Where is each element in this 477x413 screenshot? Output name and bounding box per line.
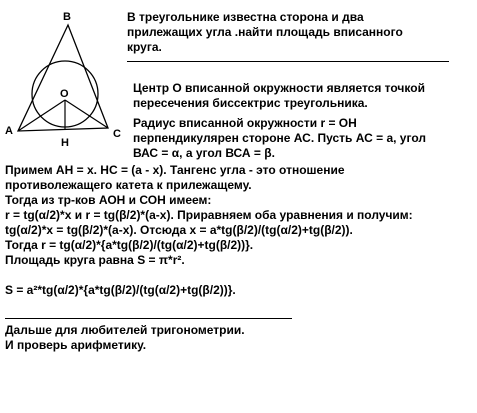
divider-top bbox=[127, 61, 449, 62]
solution-line-1: Примем АН = х. НС = (а - х). Тангенс угла - это отношение bbox=[5, 163, 345, 177]
result-formula: S = a²*tg(α/2)*{a*tg(β/2)/(tg(α/2)+tg(β/2))}. bbox=[5, 283, 236, 297]
solution-line-3: Тогда из тр-ков АОН и СОН имеем: bbox=[5, 193, 212, 207]
radius-line-1: Радиус вписанной окружности r = OH bbox=[133, 116, 357, 130]
solution-line-5: tg(α/2)*x = tg(β/2)*(a-x). Отсюда x = a*tg(β/2)/(tg(α/2)+tg(β/2)). bbox=[5, 223, 353, 237]
triangle-figure bbox=[0, 0, 130, 150]
problem-line-3: круга. bbox=[127, 40, 162, 54]
label-o: O bbox=[60, 88, 69, 100]
intro-line-2: пересечения биссектрис треугольника. bbox=[133, 96, 368, 110]
radius-line-3: ВАС = α, а угол ВСА = β. bbox=[133, 146, 275, 160]
solution-line-6: Тогда r = tg(α/2)*{a*tg(β/2)/(tg(α/2)+tg(β/2))}. bbox=[5, 238, 254, 252]
solution-line-7: Площадь круга равна S = π*r². bbox=[5, 253, 185, 267]
solution-line-4: r = tg(α/2)*x и r = tg(β/2)*(a-x). Приравняем оба уравнения и получим: bbox=[5, 208, 413, 222]
problem-line-2: прилежащих угла .найти площадь вписанного bbox=[127, 25, 403, 39]
label-b: B bbox=[63, 11, 71, 23]
footer-line-2: И проверь арифметику. bbox=[5, 338, 147, 352]
problem-line-1: В треугольнике известна сторона и два bbox=[127, 10, 364, 24]
divider-bottom bbox=[5, 318, 292, 319]
label-c: C bbox=[113, 128, 121, 140]
footer-line-1: Дальше для любителей тригонометрии. bbox=[5, 323, 245, 337]
intro-line-1: Центр О вписанной окружности является точкой bbox=[133, 81, 425, 95]
label-h: H bbox=[61, 137, 69, 149]
radius-line-2: перпендикулярен стороне АС. Пусть АС = a, угол bbox=[133, 131, 426, 145]
label-a: A bbox=[5, 125, 13, 137]
solution-line-2: противолежащего катета к прилежащему. bbox=[5, 178, 252, 192]
bisector-co bbox=[65, 100, 108, 128]
